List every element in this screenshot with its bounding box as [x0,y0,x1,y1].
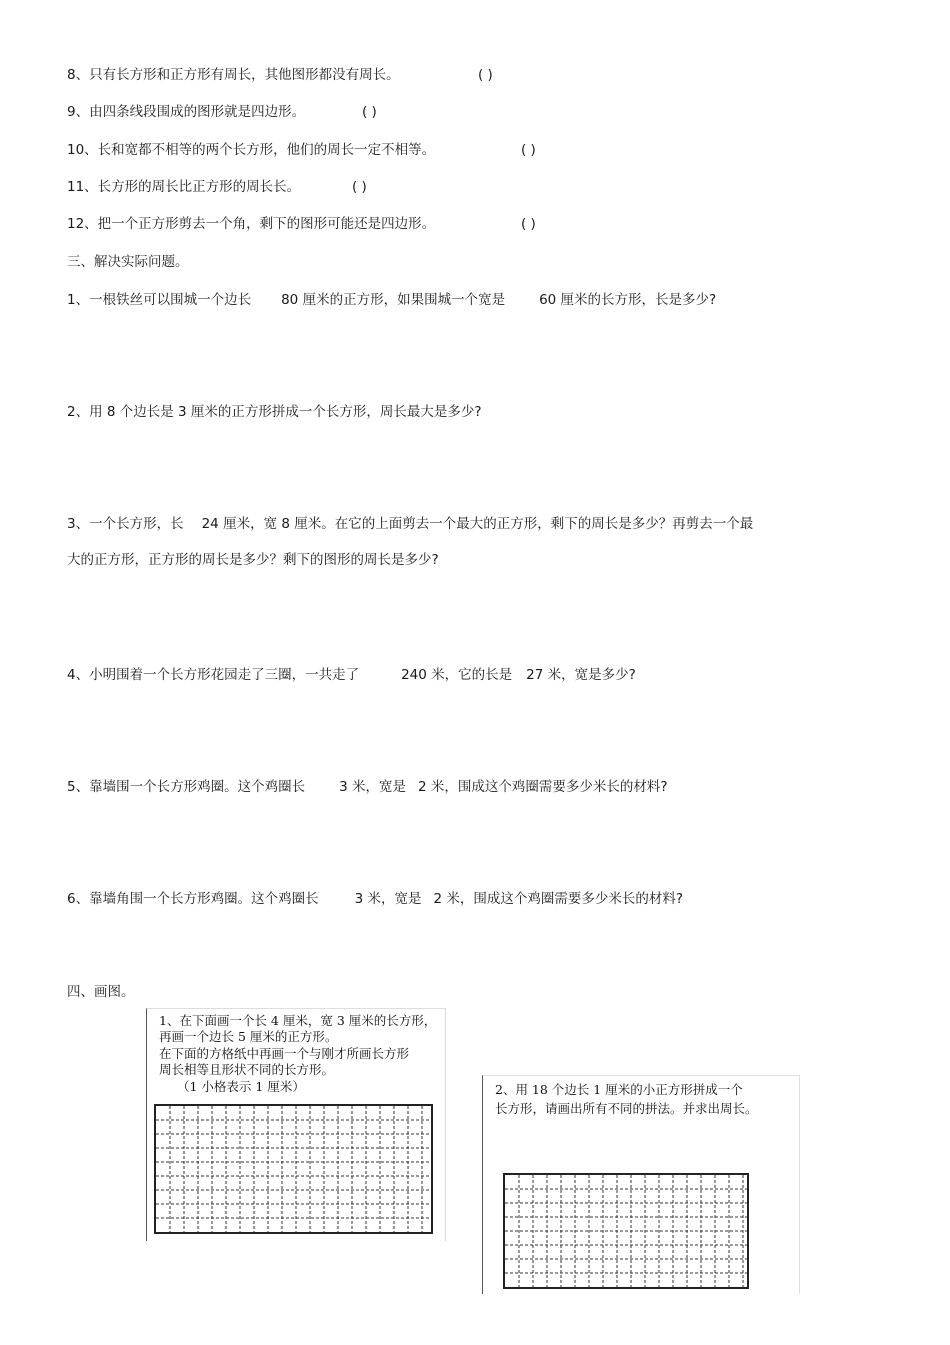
panel-2-line-1: 2、用 18 个边长 1 厘米的小正方形拼成一个 [495,1082,743,1097]
panel-1-line-2: 再画一个边长 5 厘米的正方形。 [159,1029,338,1044]
question-9: 9、由四条线段围成的图形就是四边形。 [67,104,306,120]
question-11: 11、长方形的周长比正方形的周长长。 [67,179,301,195]
problem-6-part-c: 2 米，围成这个鸡圈需要多少米长的材料? [433,891,684,907]
grid-paper-1[interactable] [154,1104,433,1234]
question-10: 10、长和宽都不相等的两个长方形，他们的周长一定不相等。 [67,142,436,158]
problem-5 [67,778,668,796]
problem-4-part-c: 27 米，宽是多少? [526,667,636,683]
problem-3-line-1 [67,515,753,533]
problem-3-part-b: 24 厘米，宽 8 厘米。在它的上面剪去一个最大的正方形，剩下的周长是多少？再剪去一个最 [201,516,754,532]
problem-1-part-c: 60 厘米的长方形，长是多少? [539,292,717,308]
panel-1-line-5: （1 小格表示 1 厘米） [177,1079,305,1094]
grid-lines-1 [156,1106,431,1232]
problem-1 [67,291,716,309]
answer-paren-10[interactable]: ( ) [521,142,536,158]
problem-6-part-a: 6、靠墙角围一个长方形鸡圈。这个鸡圈长 [67,891,319,907]
problem-4 [67,666,636,684]
problem-6-part-b: 3 米，宽是 [354,891,422,907]
section-3-title: 三、解决实际问题。 [67,254,189,270]
grid-paper-2[interactable] [503,1173,749,1289]
section-4-title: 四、画图。 [67,984,135,1000]
problem-3-line-2: 大的正方形，正方形的周长是多少？剩下的图形的周长是多少? [67,552,439,568]
problem-5-part-a: 5、靠墙围一个长方形鸡圈。这个鸡圈长 [67,779,306,795]
drawing-panel-2 [482,1075,800,1294]
problem-3-part-a: 3、一个长方形，长 [67,516,184,532]
panel-1-line-3: 在下面的方格纸中再画一个与刚才所画长方形 [159,1046,410,1061]
problem-5-part-c: 2 米，围成这个鸡圈需要多少米长的材料? [417,779,668,795]
problem-2: 2、用 8 个边长是 3 厘米的正方形拼成一个长方形，周长最大是多少? [67,404,482,420]
problem-1-part-b: 80 厘米的正方形，如果围城一个宽是 [281,292,506,308]
question-12: 12、把一个正方形剪去一个角，剩下的图形可能还是四边形。 [67,216,436,232]
answer-paren-8[interactable]: ( ) [478,67,493,83]
problem-5-part-b: 3 米，宽是 [339,779,406,795]
answer-paren-9[interactable]: ( ) [362,104,377,120]
answer-paren-11[interactable]: ( ) [352,179,367,195]
problem-4-part-b: 240 米，它的长是 [401,667,513,683]
question-8: 8、只有长方形和正方形有周长，其他图形都没有周长。 [67,67,400,83]
grid-lines-2 [505,1175,747,1287]
panel-1-line-1: 1、在下面画一个长 4 厘米，宽 3 厘米的长方形， [159,1013,437,1028]
panel-2-line-2: 长方形，请画出所有不同的拼法。并求出周长。 [495,1101,758,1116]
drawing-panel-1 [146,1008,446,1241]
panel-1-line-4: 周长相等且形状不同的长方形。 [159,1062,335,1077]
problem-6 [67,890,683,908]
problem-4-part-a: 4、小明围着一个长方形花园走了三圈，一共走了 [67,667,360,683]
answer-paren-12[interactable]: ( ) [521,216,536,232]
problem-1-part-a: 1、一根铁丝可以围城一个边长 [67,292,252,308]
